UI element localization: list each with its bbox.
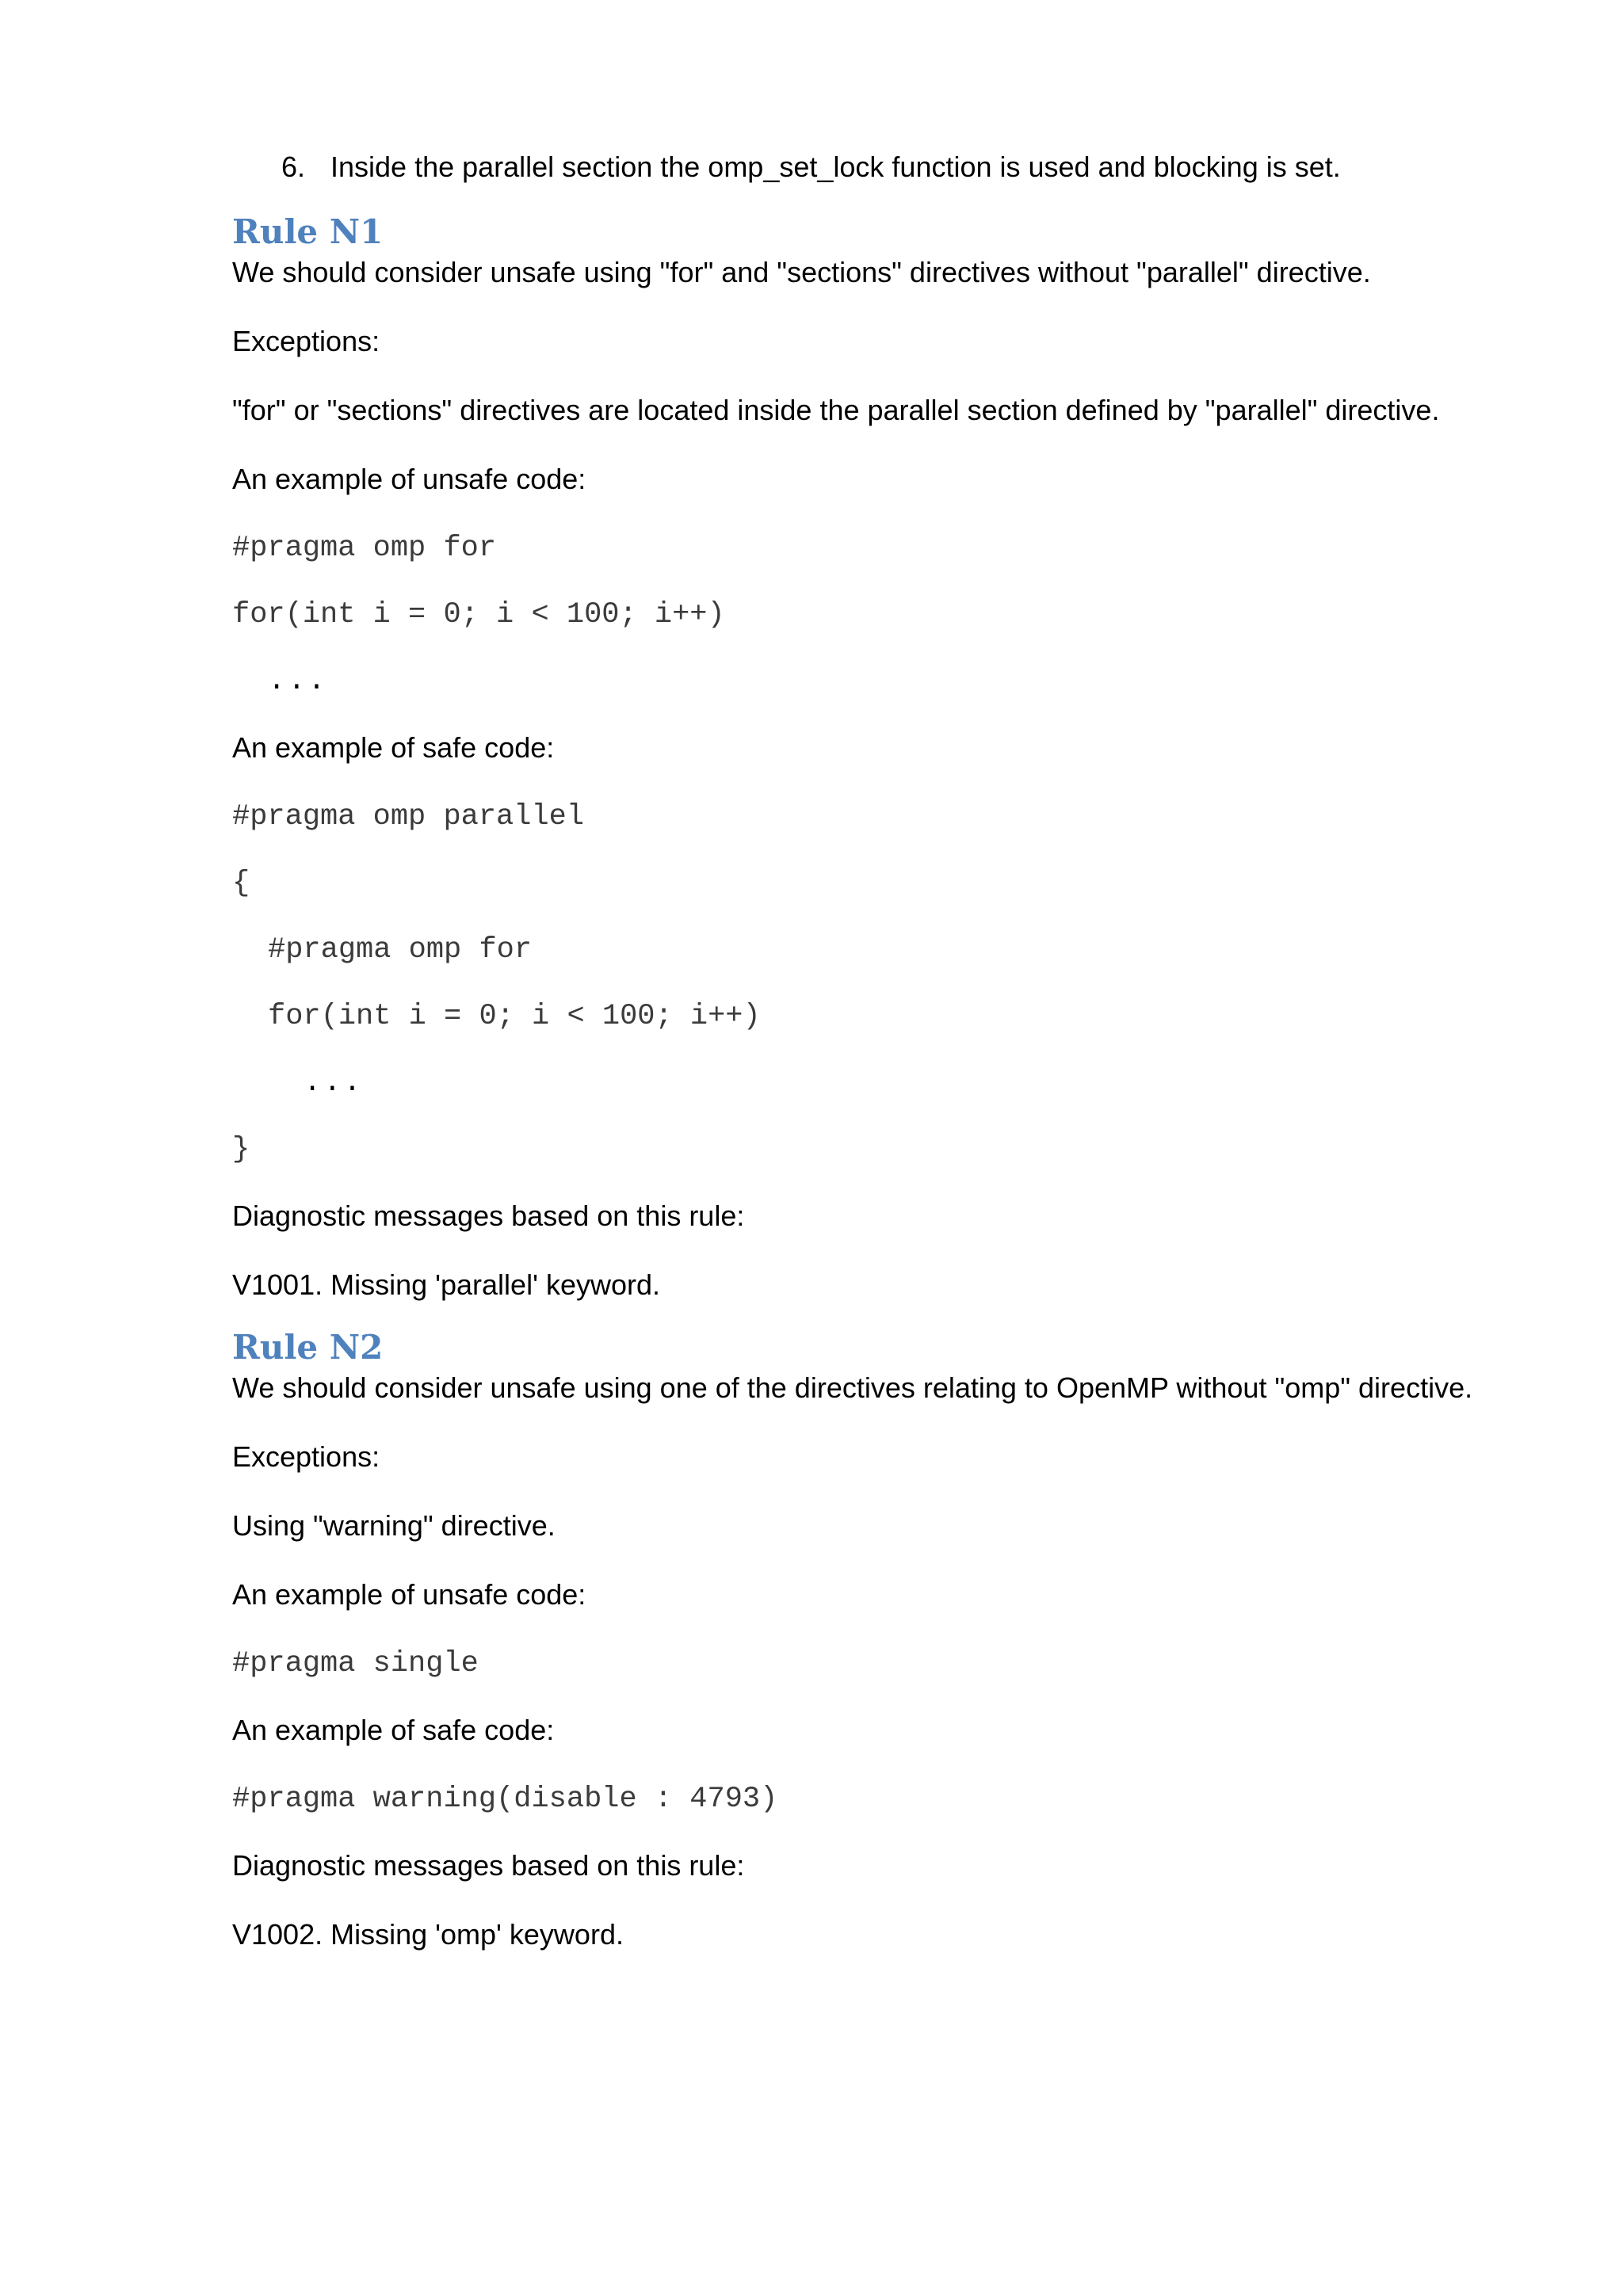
- rule-n1-description: We should consider unsafe using "for" and "sections" directives without "parallel" directive.: [232, 256, 1371, 288]
- rule-n1-unsafe-label: An example of unsafe code:: [232, 463, 586, 495]
- code-line: for(int i = 0; i < 100; i++): [232, 598, 725, 631]
- code-line: #pragma omp for: [268, 933, 533, 967]
- code-line: }: [232, 1133, 250, 1166]
- rule-n1-exception-text: "for" or "sections" directives are located inside the parallel section defined by "parallel" directive.: [232, 394, 1440, 426]
- rule-n1-diag-label: Diagnostic messages based on this rule:: [232, 1199, 745, 1232]
- rule-n2-diag-label: Diagnostic messages based on this rule:: [232, 1849, 745, 1882]
- rule-n2-safe-label: An example of safe code:: [232, 1714, 555, 1746]
- rule-n2-unsafe-label: An example of unsafe code:: [232, 1578, 586, 1611]
- rule-n1-diag-message: V1001. Missing 'parallel' keyword.: [232, 1268, 660, 1301]
- rule-n2-description: We should consider unsafe using one of the directives relating to OpenMP without "omp" directive.: [232, 1371, 1473, 1404]
- code-line: #pragma single: [232, 1647, 479, 1680]
- code-line: for(int i = 0; i < 100; i++): [268, 1000, 761, 1033]
- rule-n2-exception-text: Using "warning" directive.: [232, 1509, 556, 1542]
- rule-n1-heading: Rule N1: [232, 212, 384, 251]
- list-number: 6.: [281, 151, 306, 183]
- code-line: #pragma omp parallel: [232, 800, 585, 833]
- code-line: #pragma omp for: [232, 532, 497, 565]
- rule-n2-heading: Rule N2: [232, 1328, 384, 1367]
- rule-n2-diag-message: V1002. Missing 'omp' keyword.: [232, 1918, 624, 1951]
- code-line: {: [232, 867, 250, 900]
- rule-n1-exceptions-label: Exceptions:: [232, 325, 380, 357]
- list-item: [232, 149, 1512, 185]
- rule-n2-exceptions-label: Exceptions:: [232, 1440, 380, 1473]
- code-line: #pragma warning(disable : 4793): [232, 1783, 778, 1816]
- list-text: Inside the parallel section the omp_set_lock function is used and blocking is set.: [330, 151, 1341, 183]
- code-line: ...: [268, 665, 328, 698]
- code-line: ...: [304, 1066, 364, 1100]
- rule-n1-safe-label: An example of safe code:: [232, 731, 555, 764]
